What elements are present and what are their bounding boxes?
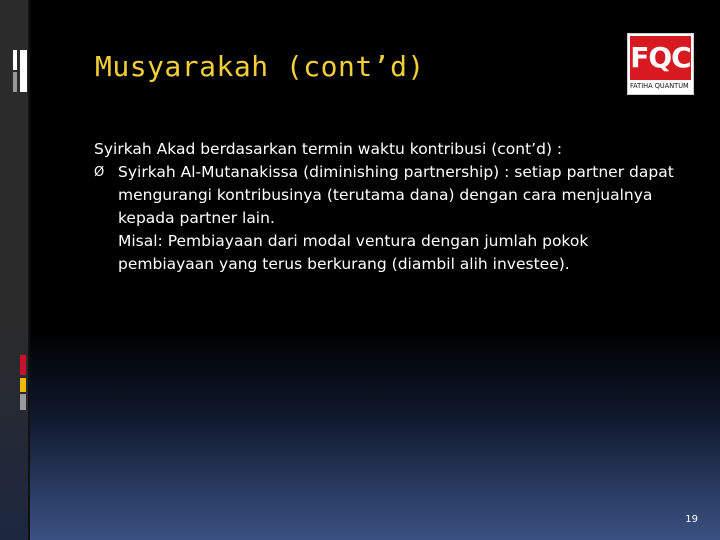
decor-bar-yellow <box>20 378 26 392</box>
logo-mark: FQC <box>630 36 691 80</box>
fqc-logo <box>627 33 694 95</box>
decor-bar-gray <box>13 72 17 92</box>
example-text: Misal: Pembiayaan dari modal ventura dengan jumlah pokok pembiayaan yang terus berkurang (diambil alih investee). <box>118 232 589 273</box>
decor-bar-white-large <box>20 50 27 92</box>
bullet-text: Syirkah Al-Mutanakissa (diminishing partnership) : setiap partner dapat mengurangi kontribusinya (terutama dana) dengan cara menjualnya kepada partner lain. <box>118 163 674 227</box>
slide-title: Musyarakah (cont’d) <box>95 50 425 83</box>
arrow-bullet-icon: Ø <box>94 165 105 180</box>
logo-subtext: FATIHA QUANTUM <box>630 82 689 90</box>
strip-divider <box>28 0 30 540</box>
intro-text: Syirkah Akad berdasarkan termin waktu kontribusi (cont’d) : <box>94 140 563 158</box>
decor-bar-red <box>20 355 26 375</box>
decor-bar-gray-lower <box>20 394 26 410</box>
bullet-item <box>94 161 674 230</box>
slide-body <box>94 138 674 276</box>
page-number: 19 <box>685 514 698 525</box>
decor-bar-white-small <box>13 50 17 70</box>
